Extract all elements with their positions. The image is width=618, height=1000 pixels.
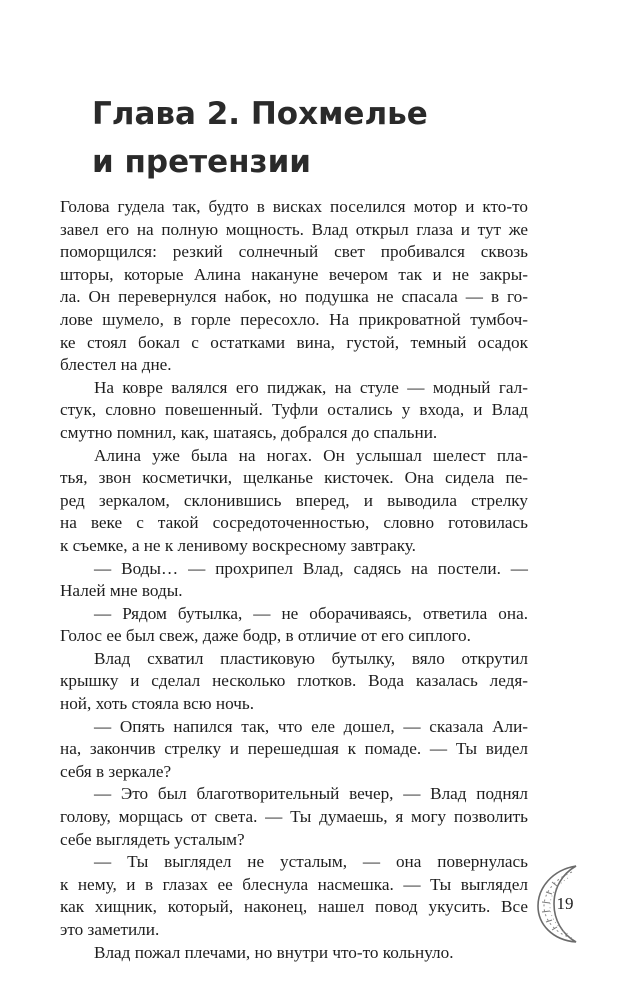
- text-line: поморщился: резкий солнечный свет пробивался сквозь: [60, 242, 528, 262]
- text-line: На ковре валялся его пиджак, на стуле — модный гал-: [94, 377, 528, 397]
- chapter-title-line: Глава 2. Похмелье: [92, 96, 428, 132]
- text-line: шторы, которые Алина накануне вечером так и не закры-: [60, 264, 528, 284]
- text-line: — Опять напился так, что еле дошел, — сказала Али-: [94, 716, 528, 736]
- text-line: — Ты выглядел не усталым, — она повернулась: [94, 852, 528, 872]
- text-line: стук, словно повешенный. Туфли остались у входа, и Влад: [60, 400, 528, 420]
- text-line: ред зеркалом, склонившись вперед, и выводила стрелку: [60, 490, 528, 510]
- chapter-body-text: [60, 196, 528, 964]
- paragraph: [60, 783, 528, 851]
- paragraph: [60, 558, 528, 603]
- text-line: крышку и сделал несколько глотков. Вода казалась ледя-: [60, 671, 528, 691]
- paragraph: [60, 196, 528, 377]
- text-line: к нему, и в глазах ее блеснула насмешка. — Ты выглядел: [60, 874, 528, 894]
- paragraph: [60, 851, 528, 941]
- paragraph: [60, 648, 528, 716]
- text-line: ке стоял бокал с остатками вина, густой, темный осадок: [60, 332, 528, 352]
- text-line: на, закончив стрелку и перешедшая к помаде. — Ты видел: [60, 739, 528, 759]
- text-line: на веке с такой сосредоточенностью, словно готовилась: [60, 513, 528, 533]
- text-line: — Это был благотворительный вечер, — Влад поднял: [94, 784, 528, 804]
- paragraph: [60, 942, 528, 965]
- paragraph: [60, 603, 528, 648]
- chapter-title-line: и претензии: [92, 144, 312, 180]
- text-line: завел его на полную мощность. Влад открыл глаза и тут же: [60, 219, 528, 239]
- paragraph: [60, 716, 528, 784]
- text-line: голову, морщась от света. — Ты думаешь, я могу позволить: [60, 807, 528, 827]
- text-line: — Воды… — прохрипел Влад, садясь на постели. —: [94, 558, 528, 578]
- text-line: к съемке, а не к ленивому воскресному завтраку.: [60, 535, 416, 555]
- text-line: лове шумело, в горле пересохло. На прикроватной тумбоч-: [60, 309, 528, 329]
- text-line: ла. Он перевернулся набок, но подушка не спасала — в го-: [60, 287, 528, 307]
- text-line: себя в зеркале?: [60, 761, 172, 781]
- text-line: это заметили.: [60, 920, 160, 939]
- paragraph: [60, 377, 528, 445]
- paragraph: [60, 445, 528, 558]
- page-number: 19: [556, 894, 574, 913]
- text-line: Алина уже была на ногах. Он услышал шелест пла-: [94, 445, 528, 465]
- text-line: себе выглядеть усталым?: [60, 829, 245, 849]
- text-line: Голова гудела так, будто в висках поселился мотор и кто-то: [60, 197, 528, 216]
- text-line: как хищник, который, наконец, нашел повод укусить. Все: [60, 897, 528, 917]
- text-line: Голос ее был свеж, даже бодр, в отличие от его сиплого.: [60, 626, 471, 646]
- text-line: Налей мне воды.: [60, 581, 183, 601]
- text-line: тья, звон косметички, щелканье кисточек. Она сидела пе-: [60, 468, 528, 488]
- text-line: ной, хоть стояла всю ночь.: [60, 694, 255, 714]
- text-line: блестел на дне.: [60, 355, 172, 375]
- text-line: Влад схватил пластиковую бутылку, вяло открутил: [94, 648, 528, 668]
- text-line: смутно помнил, как, шатаясь, добрался до спальни.: [60, 422, 438, 442]
- text-line: Влад пожал плечами, но внутри что-то кольнуло.: [94, 942, 454, 962]
- chapter-title: [92, 90, 532, 186]
- text-line: — Рядом бутылка, — не оборачиваясь, ответила она.: [94, 603, 528, 623]
